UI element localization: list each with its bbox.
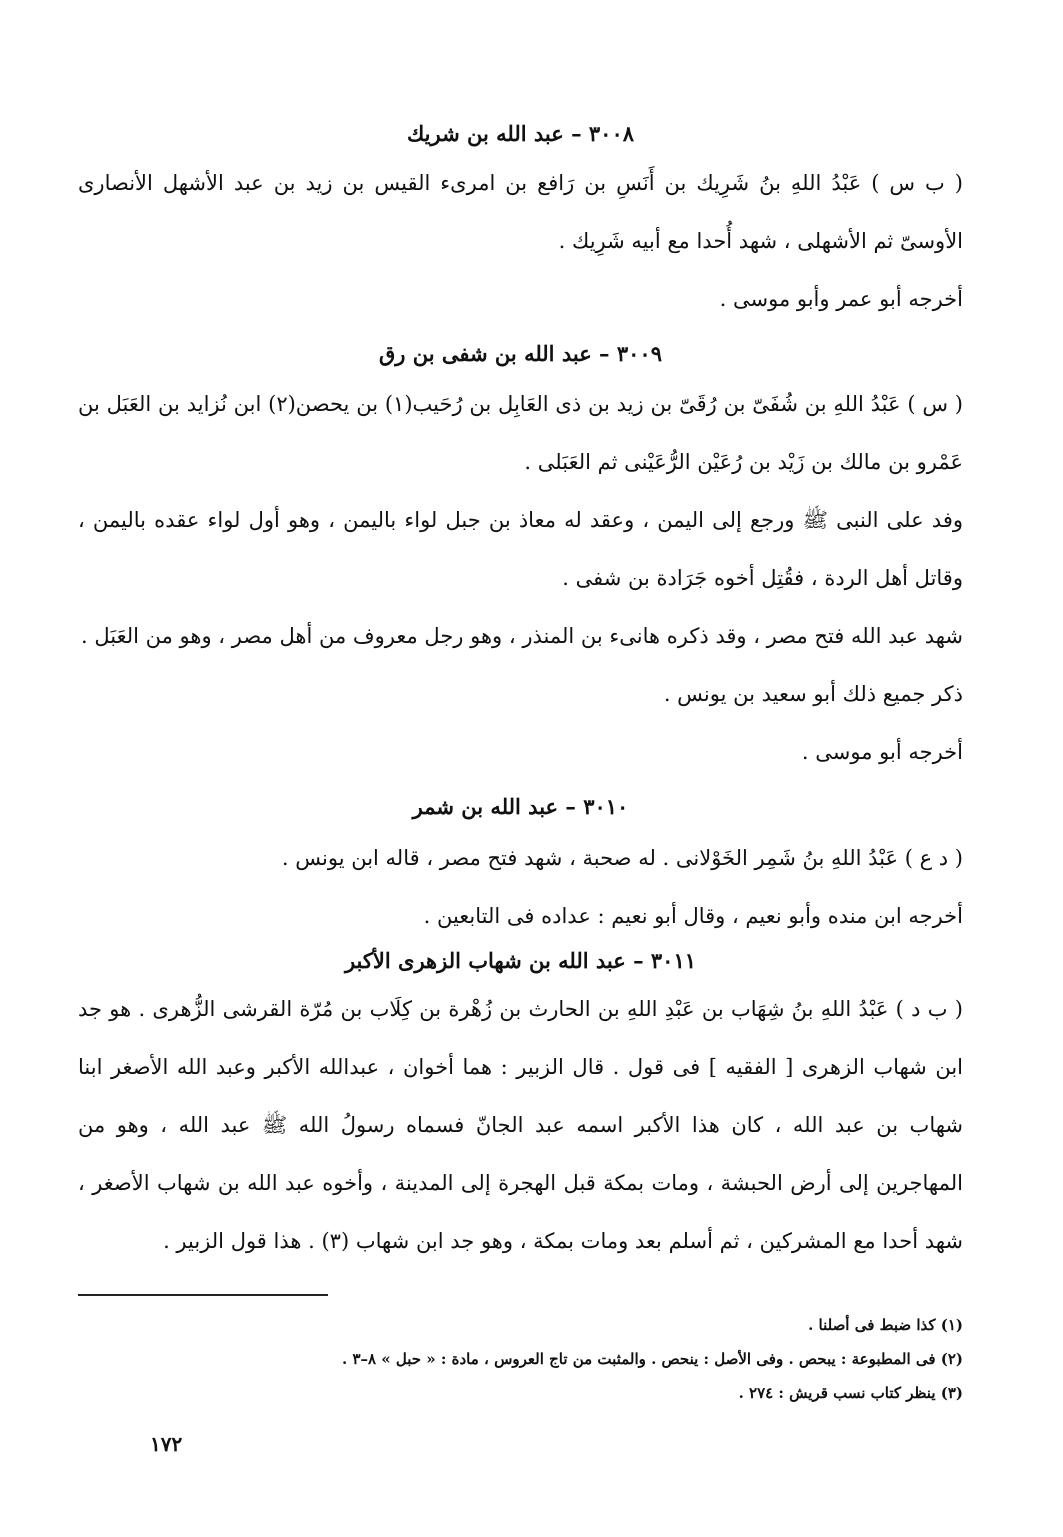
entry-paragraph: ( ب د ) عَبْدُ اللهِ بنُ شِهَاب بن عَبْدِ اللهِ بن الحارث بن زُهْرة بن كِلَاب بن مُرّة القرشى الزُّهرى . هو جد ابن شهاب الزهرى [ الفقيه ] فى قول . قال الزبير : هما أخوان ، عبدالله الأكبر وعبد الله الأصغر ابنا شهاب بن عبد الله ، كان هذا الأكبر اسمه عبد الجانّ فسماه رسولُ الله ﷺ عبد الله ، وهو من المهاجرين إلى أرض الحبشة ، ومات بمكة قبل الهجرة إلى المدينة ، وأخوه عبد الله بن شهاب الأصغر ، شهد أحدا مع المشركين ، ثم أسلم بعد ومات بمكة ، وهو جد ابن شهاب (٣) . هذا قول الزبير . [78, 997, 963, 1253]
footnotes [78, 1308, 963, 1410]
entry-paragraph: ( ب س ) عَبْدُ اللهِ بنُ شَرِيك بن أَنَسِ بن رَافع بن امرىء القيس بن زيد بن عبد الأشهل الأنصارى الأوسىّ ثم الأشهلى ، شهد أُحدا مع أبيه شَرِيك . [78, 170, 963, 253]
entry-paragraph: ذكر جميع ذلك أبو سعيد بن يونس . [663, 682, 963, 706]
entry-paragraph: ( س ) عَبْدُ اللهِ بن شُفَىّ بن رُقَىّ بن زيد بن ذى العَابِل بن رُحَيب(١) بن يحصن(٢) ابن نُزايد بن العَبَل بن عَمْرو بن مالك بن زَيْد بن رُعَيْن الرُّعَيْنى ثم العَبَلى . [78, 392, 963, 474]
footnote: (٢) فى المطبوعة : يبحص . وفى الأصل : ينحص . والمثبت من تاج العروس ، مادة : « حبل » ٨–٣ . [342, 1350, 963, 1368]
footnote: (١) كذا ضبط فى أصلنا . [808, 1316, 963, 1334]
entry-paragraph: وفد على النبى ﷺ ورجع إلى اليمن ، وعقد له معاذ بن جبل لواء باليمن ، وهو أول لواء عقده باليمن ، وقاتل أهل الردة ، فقُتِل أخوه جَرَادة بن شفى . [78, 508, 963, 590]
page-number: ١٧٢ [150, 1432, 183, 1456]
entry-paragraph: أخرجه أبو موسى . [801, 740, 963, 764]
entry-paragraph: أخرجه ابن منده وأبو نعيم ، وقال أبو نعيم : عداده فى التابعين . [423, 903, 963, 928]
entry-title: ٣٠٠٩ – عبد الله بن شفى بن رق [379, 340, 662, 366]
footnote-divider [78, 1294, 328, 1296]
footnote: (٣) ينظر كتاب نسب قريش : ٢٧٤ . [738, 1384, 963, 1402]
entry-paragraph: شهد عبد الله فتح مصر ، وقد ذكره هانىء بن المنذر ، وهو رجل معروف من أهل مصر ، وهو من العَبَل . [81, 624, 963, 648]
entry-title: ٣٠١١ – عبد الله بن شهاب الزهرى الأكبر [344, 947, 697, 973]
entry-paragraph: ( د ع ) عَبْدُ اللهِ بنُ شَمِر الخَوْلانى . له صحبة ، شهد فتح مصر ، قاله ابن يونس . [281, 845, 963, 870]
entry-title: ٣٠١٠ – عبد الله بن شمر [412, 794, 629, 819]
entry-title: ٣٠٠٨ – عبد الله بن شريك [406, 121, 635, 146]
entry-paragraph: أخرجه أبو عمر وأبو موسى . [719, 286, 963, 311]
